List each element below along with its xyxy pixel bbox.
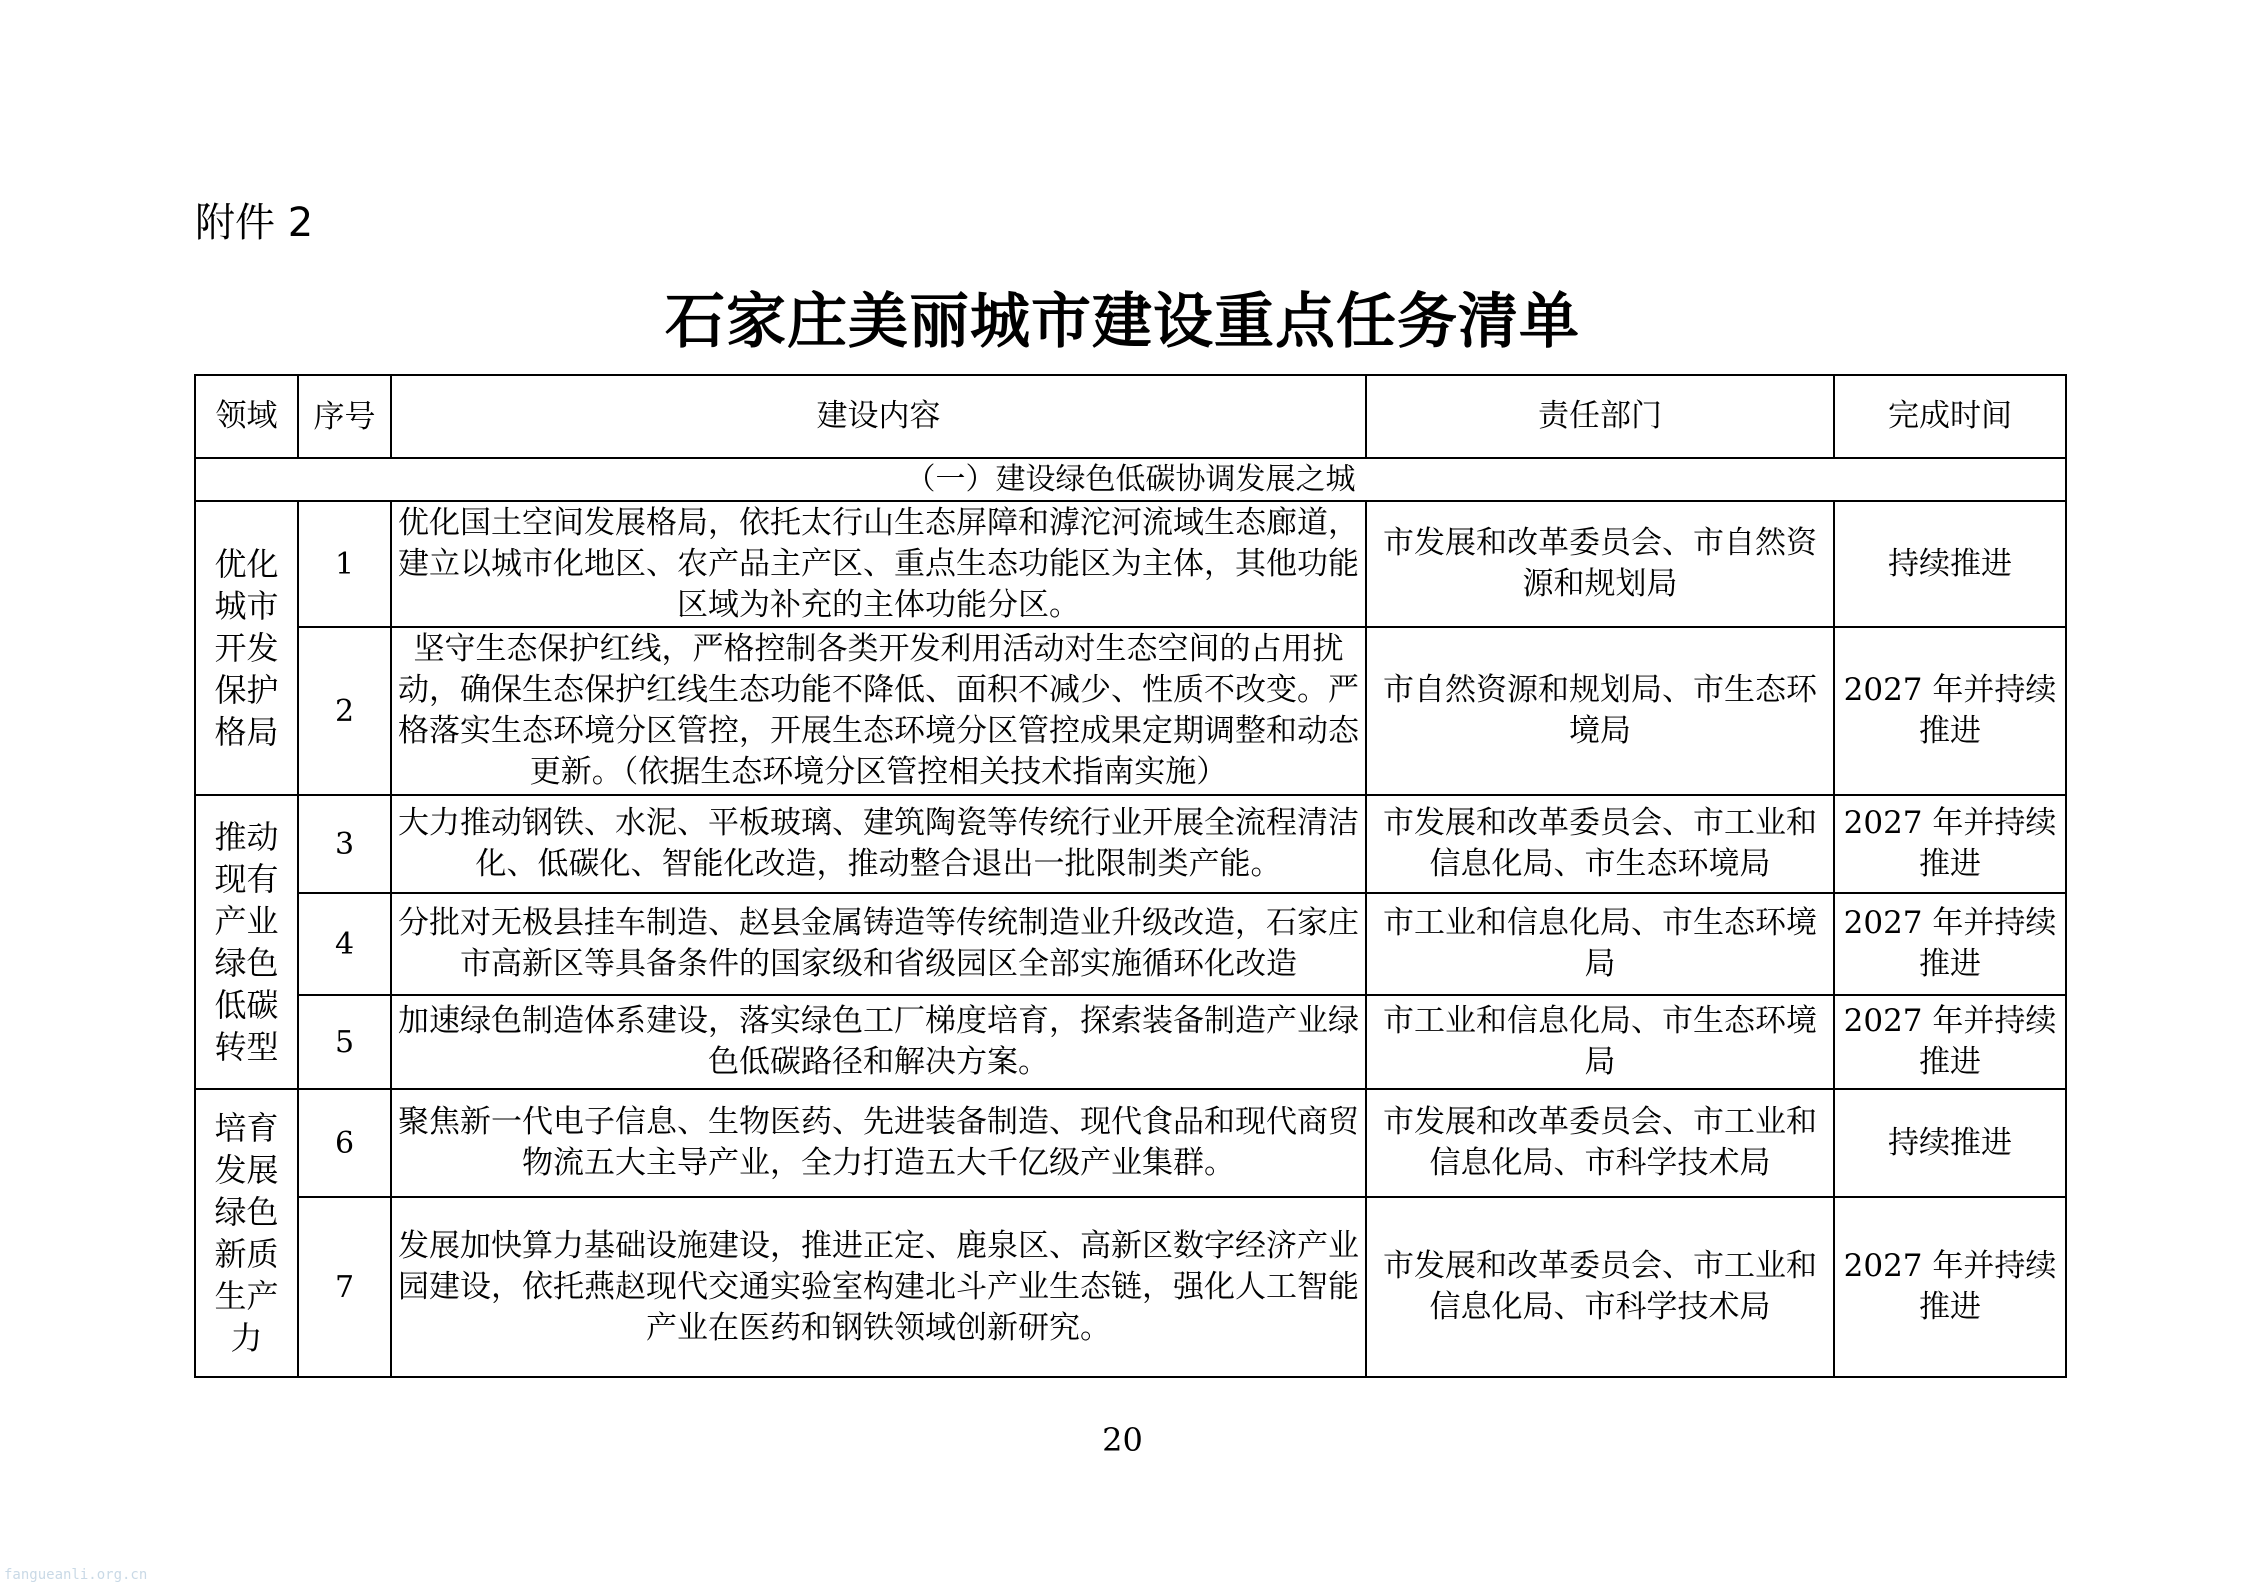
task-table xyxy=(194,374,2067,1378)
seq-cell: 6 xyxy=(298,1089,391,1197)
seq-cell: 2 xyxy=(298,627,391,795)
time-cell: 2027 年并持续推进 xyxy=(1834,995,2066,1089)
time-cell: 2027 年并持续推进 xyxy=(1834,627,2066,795)
table-row xyxy=(195,627,2066,795)
table-row xyxy=(195,893,2066,995)
watermark: fangueanli.org.cn xyxy=(4,1567,148,1583)
header-area: 领域 xyxy=(195,375,298,458)
time-cell: 2027 年并持续推进 xyxy=(1834,1197,2066,1377)
content-cell: 聚焦新一代电子信息、生物医药、先进装备制造、现代食品和现代商贸物流五大主导产业，全力打造五大千亿级产业集群。 xyxy=(391,1089,1366,1197)
dept-cell: 市发展和改革委员会、市工业和信息化局、市生态环境局 xyxy=(1366,795,1834,893)
page-number: 20 xyxy=(1102,1421,1143,1459)
table-row xyxy=(195,1089,2066,1197)
seq-cell: 5 xyxy=(298,995,391,1089)
section-row xyxy=(195,458,2066,501)
content-cell: 加速绿色制造体系建设，落实绿色工厂梯度培育，探索装备制造产业绿色低碳路径和解决方案。 xyxy=(391,995,1366,1089)
time-cell: 持续推进 xyxy=(1834,1089,2066,1197)
content-cell: 分批对无极县挂车制造、赵县金属铸造等传统制造业升级改造，石家庄市高新区等具备条件的国家级和省级园区全部实施循环化改造 xyxy=(391,893,1366,995)
content-cell: 大力推动钢铁、水泥、平板玻璃、建筑陶瓷等传统行业开展全流程清洁化、低碳化、智能化改造，推动整合退出一批限制类产能。 xyxy=(391,795,1366,893)
header-seq: 序号 xyxy=(298,375,391,458)
document-title: 石家庄美丽城市建设重点任务清单 xyxy=(665,287,1580,357)
header-dept: 责任部门 xyxy=(1366,375,1834,458)
area-label: 培育发展绿色新质生产力 xyxy=(214,1109,279,1357)
section-title: （一）建设绿色低碳协调发展之城 xyxy=(195,458,2066,501)
header-row xyxy=(195,375,2066,458)
time-cell: 2027 年并持续推进 xyxy=(1834,795,2066,893)
table-row xyxy=(195,795,2066,893)
dept-cell: 市工业和信息化局、市生态环境局 xyxy=(1366,893,1834,995)
area-cell xyxy=(195,1089,298,1377)
seq-cell: 7 xyxy=(298,1197,391,1377)
content-cell: 发展加快算力基础设施建设，推进正定、鹿泉区、高新区数字经济产业园建设，依托燕赵现代交通实验室构建北斗产业生态链，强化人工智能产业在医药和钢铁领域创新研究。 xyxy=(391,1197,1366,1377)
header-content: 建设内容 xyxy=(391,375,1366,458)
table-row xyxy=(195,1197,2066,1377)
header-time: 完成时间 xyxy=(1834,375,2066,458)
seq-cell: 1 xyxy=(298,501,391,627)
seq-cell: 3 xyxy=(298,795,391,893)
time-cell: 持续推进 xyxy=(1834,501,2066,627)
area-cell xyxy=(195,501,298,795)
area-label: 优化城市开发保护格局 xyxy=(214,545,279,751)
dept-cell: 市发展和改革委员会、市工业和信息化局、市科学技术局 xyxy=(1366,1197,1834,1377)
table-row xyxy=(195,995,2066,1089)
time-cell: 2027 年并持续推进 xyxy=(1834,893,2066,995)
dept-cell: 市发展和改革委员会、市自然资源和规划局 xyxy=(1366,501,1834,627)
area-cell xyxy=(195,795,298,1089)
dept-cell: 市发展和改革委员会、市工业和信息化局、市科学技术局 xyxy=(1366,1089,1834,1197)
dept-cell: 市自然资源和规划局、市生态环境局 xyxy=(1366,627,1834,795)
content-cell: 优化国土空间发展格局，依托太行山生态屏障和滹沱河流域生态廊道，建立以城市化地区、农产品主产区、重点生态功能区为主体，其他功能区域为补充的主体功能分区。 xyxy=(391,501,1366,627)
seq-cell: 4 xyxy=(298,893,391,995)
dept-cell: 市工业和信息化局、市生态环境局 xyxy=(1366,995,1834,1089)
table-row xyxy=(195,501,2066,627)
area-label: 推动现有产业绿色低碳转型 xyxy=(214,818,279,1066)
content-cell: 坚守生态保护红线，严格控制各类开发利用活动对生态空间的占用扰动，确保生态保护红线生态功能不降低、面积不减少、性质不改变。严格落实生态环境分区管控，开展生态环境分区管控成果定期调整和动态更新。（依据生态环境分区管控相关技术指南实施） xyxy=(391,627,1366,795)
attachment-label: 附件 2 xyxy=(195,200,314,246)
